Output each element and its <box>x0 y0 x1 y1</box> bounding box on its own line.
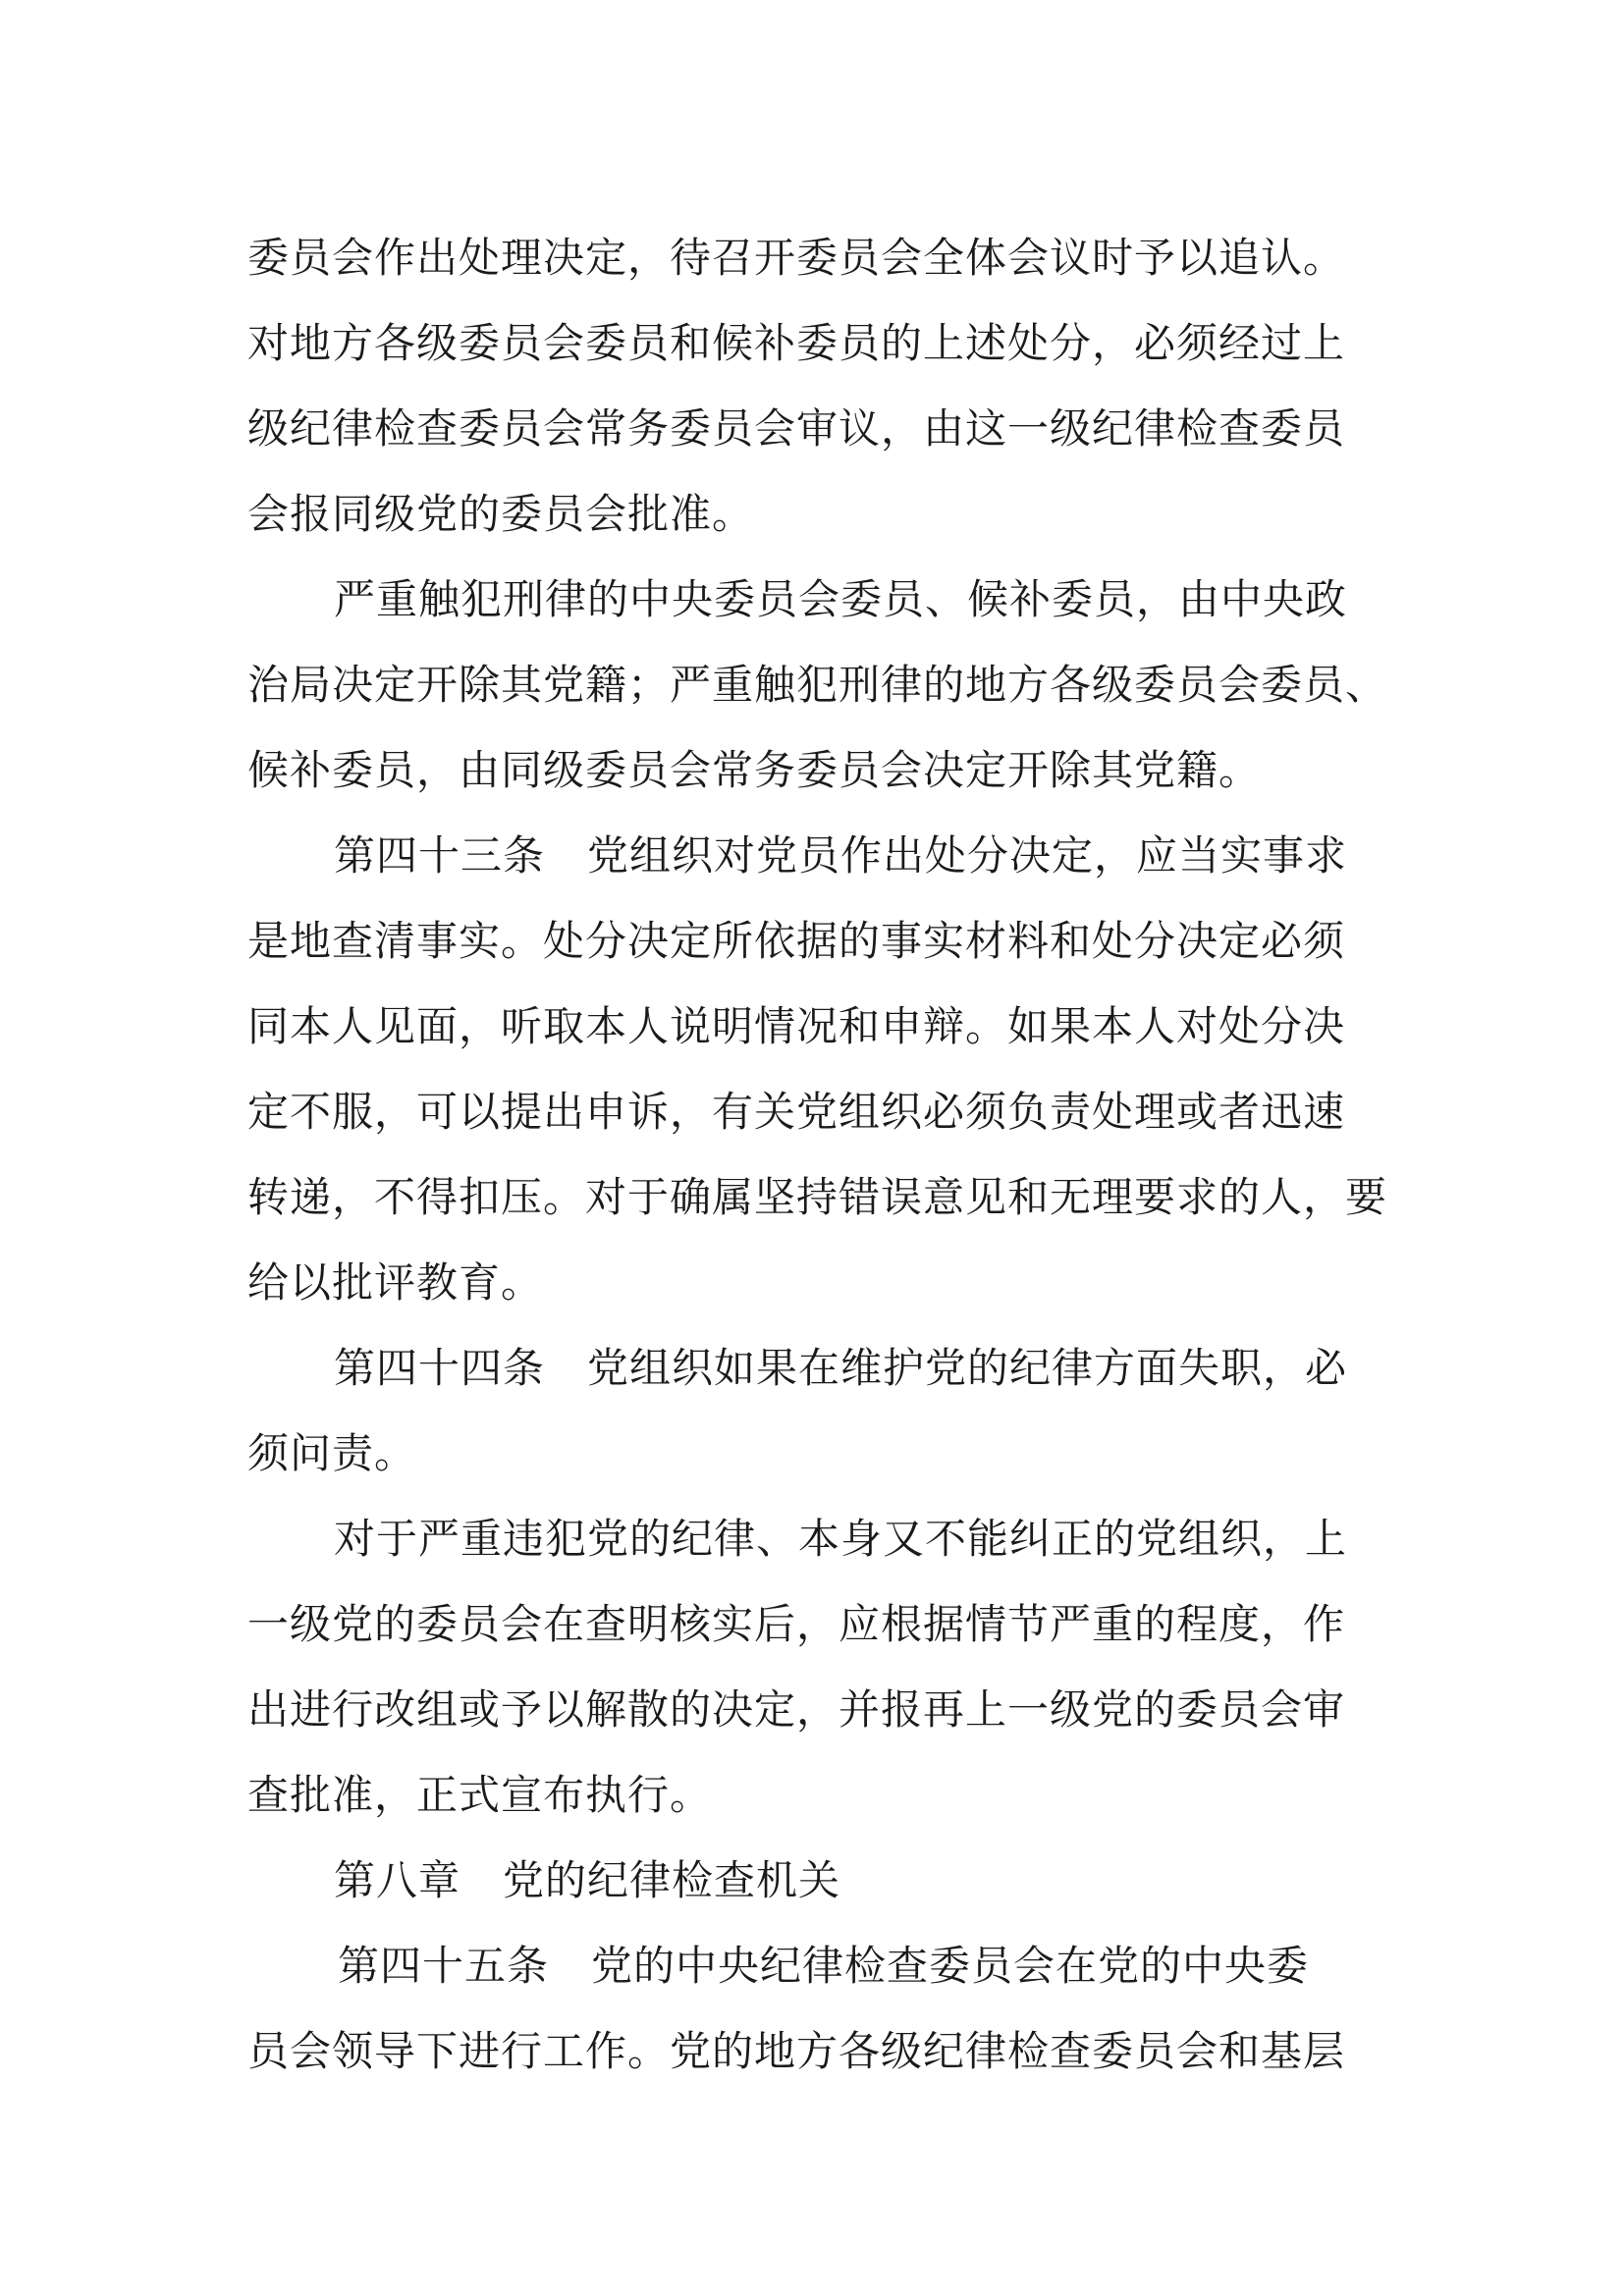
text-line: 严重触犯刑律的中央委员会委员、候补委员，由中央政 <box>334 575 1348 623</box>
text-line: 会报同级党的委员会批准。 <box>247 490 755 538</box>
text-line: 转递，不得扣压。对于确属坚持错误意见和无理要求的人，要 <box>247 1173 1388 1221</box>
text-line: 治局决定开除其党籍；严重触犯刑律的地方各级委员会委员、 <box>247 661 1388 709</box>
text-line: 候补委员，由同级委员会常务委员会决定开除其党籍。 <box>247 746 1262 794</box>
text-line: 是地查清事实。处分决定所依据的事实材料和处分决定必须 <box>247 917 1346 965</box>
text-line: 定不服，可以提出申诉，有关党组织必须负责处理或者迅速 <box>247 1088 1346 1136</box>
text-line: 一级党的委员会在查明核实后，应根据情节严重的程度，作 <box>247 1600 1346 1648</box>
text-line: 委员会作出处理决定，待召开委员会全体会议时予以追认。 <box>247 234 1346 282</box>
text-line: 级纪律检查委员会常务委员会审议，由这一级纪律检查委员 <box>247 404 1346 453</box>
text-line: 查批准，正式宣布执行。 <box>247 1771 713 1819</box>
chapter-heading: 第八章 党的纪律检查机关 <box>334 1856 841 1904</box>
text-line: 对地方各级委员会委员和候补委员的上述处分，必须经过上 <box>247 319 1346 367</box>
text-line: 出进行改组或予以解散的决定，并报再上一级党的委员会审 <box>247 1685 1346 1734</box>
text-line: 对于严重违犯党的纪律、本身又不能纠正的党组织，上 <box>334 1515 1348 1563</box>
text-line: 第四十四条 党组织如果在维护党的纪律方面失职，必 <box>334 1344 1348 1392</box>
text-line: 给以批评教育。 <box>247 1258 544 1307</box>
text-line: 须问责。 <box>247 1429 417 1477</box>
text-line: 第四十五条 党的中央纪律检查委员会在党的中央委 <box>338 1942 1310 1990</box>
text-line: 员会领导下进行工作。党的地方各级纪律检查委员会和基层 <box>247 2027 1346 2075</box>
text-line: 第四十三条 党组织对党员作出处分决定，应当实事求 <box>334 831 1348 880</box>
text-line: 同本人见面，听取本人说明情况和申辩。如果本人对处分决 <box>247 1002 1346 1050</box>
